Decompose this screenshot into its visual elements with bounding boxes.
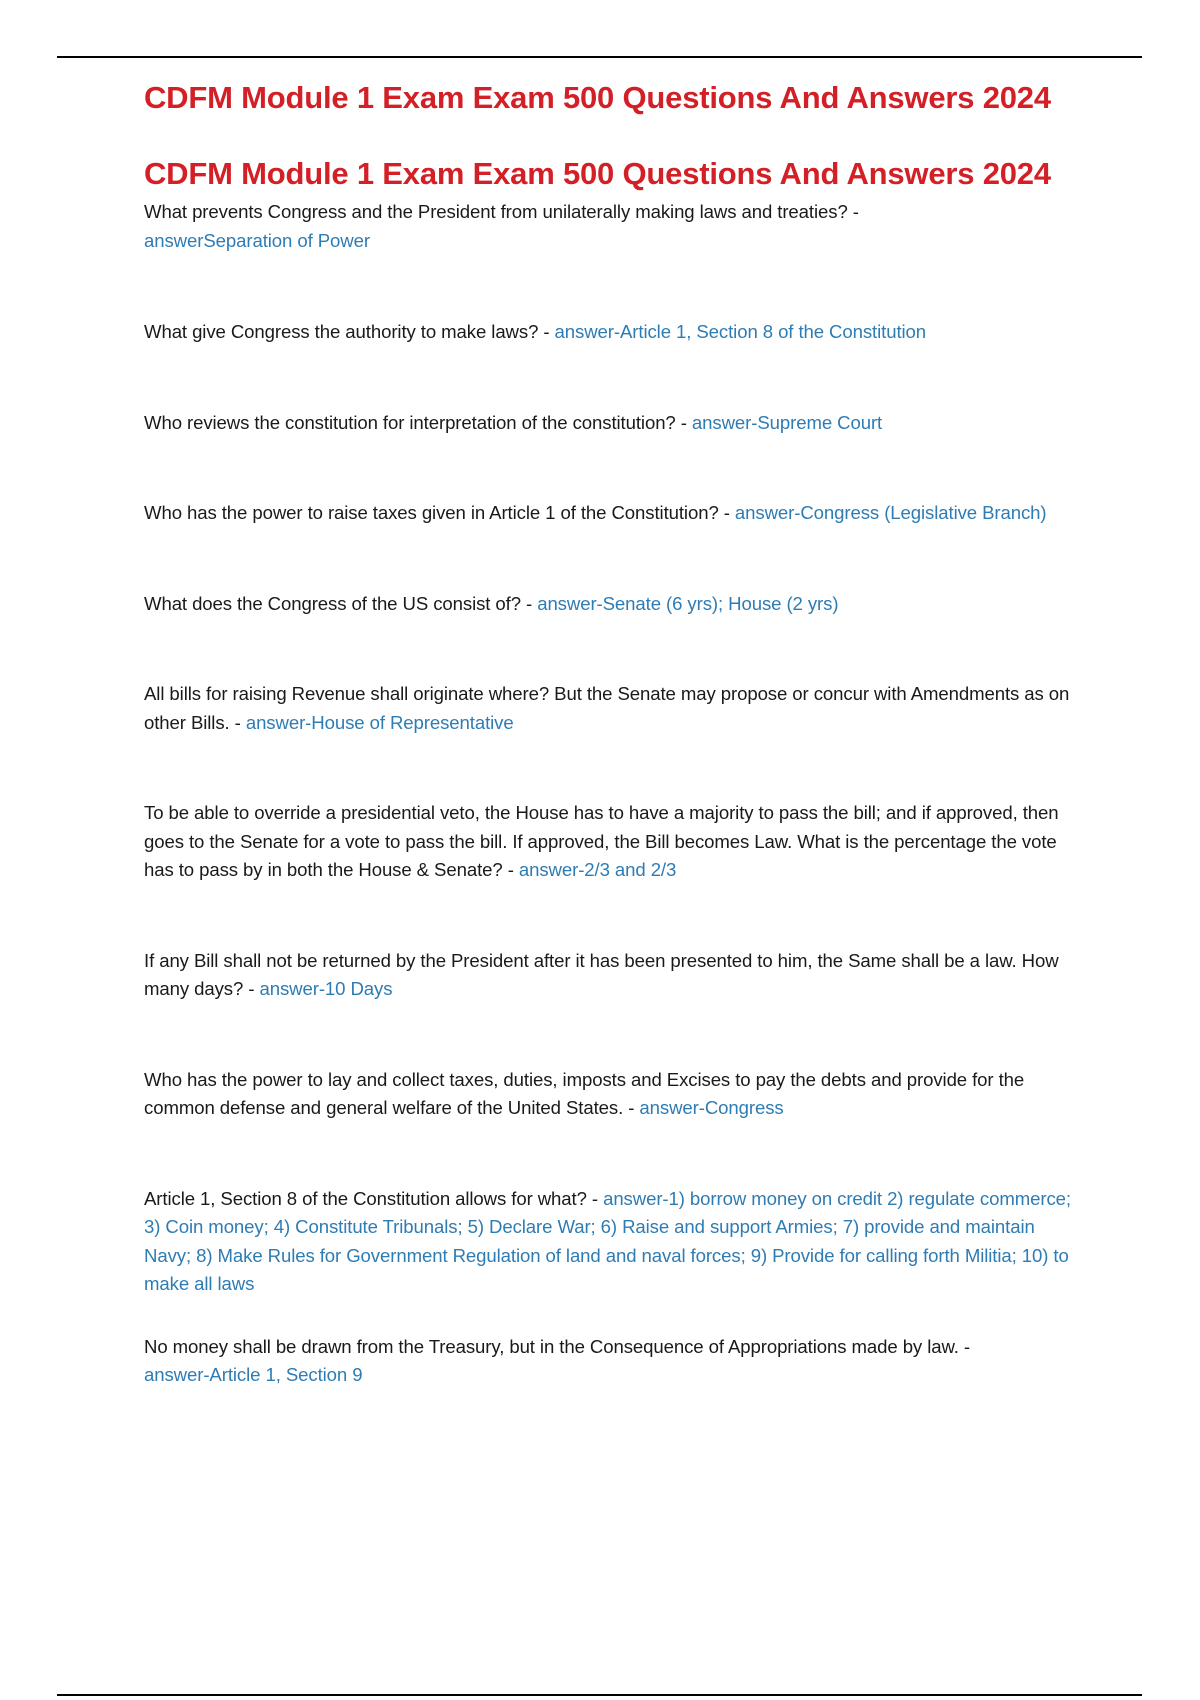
qa-item bbox=[144, 409, 1086, 438]
question-text: What give Congress the authority to make laws? - bbox=[144, 321, 555, 342]
qa-item bbox=[144, 590, 1086, 619]
question-text: If any Bill shall not be returned by the President after it has been presented to him, the Same shall be a law. How many days? - bbox=[144, 949, 1059, 999]
answer-text: answer-House of Representative bbox=[245, 711, 514, 733]
question-text: Article 1, Section 8 of the Constitution allows for what? - bbox=[144, 1187, 604, 1209]
qa-item bbox=[144, 198, 1086, 255]
answer-text: answer-Article 1, Section 9 bbox=[144, 1364, 363, 1385]
answer-text: answerSeparation of Power bbox=[144, 229, 370, 251]
question-text: Who has the power to lay and collect taxes, duties, imposts and Excises to pay the debts and provide for the common defense and general welfare of the United States. - bbox=[144, 1068, 1025, 1118]
question-text: Who reviews the constitution for interpretation of the constitution? - bbox=[144, 411, 692, 433]
question-text: Who has the power to raise taxes given in Article 1 of the Constitution? - bbox=[144, 502, 735, 523]
answer-text: answer-Supreme Court bbox=[691, 411, 883, 433]
qa-item bbox=[144, 318, 1086, 347]
qa-item bbox=[144, 680, 1086, 737]
answer-text: answer-Congress (Legislative Branch) bbox=[734, 502, 1047, 523]
question-text: To be able to override a presidential veto, the House has to have a majority to pass the bill; and if approved, then goes to the Senate for a vote to pass the bill. If approved, the Bill becomes Law. What is the percentage the vote has to pass by in both the House & Senate? - bbox=[144, 802, 1059, 880]
qa-item bbox=[144, 947, 1086, 1004]
qa-item bbox=[144, 1333, 1086, 1390]
answer-text: answer-10 Days bbox=[259, 978, 393, 999]
question-text: What prevents Congress and the President from unilaterally making laws and treaties? - bbox=[144, 201, 859, 222]
question-text: All bills for raising Revenue shall originate where? But the Senate may propose or concur with Amendments as on other Bills. - bbox=[144, 683, 1070, 733]
answer-text: answer-Congress bbox=[639, 1097, 784, 1118]
answer-text: answer-2/3 and 2/3 bbox=[518, 859, 677, 880]
answer-text: answer-1) borrow money on credit 2) regulate commerce; 3) Coin money; 4) Constitute Tribunals; 5) Declare War; 6) Raise and support Armies; 7) provide and maintain Navy; 8) Make Rules for Government Regulation of land and naval forces; 9) Provide for calling forth Militia; 10) to make all laws bbox=[144, 1187, 1071, 1294]
qa-item bbox=[144, 799, 1086, 885]
document-title: CDFM Module 1 Exam Exam 500 Questions And Answers 2024 bbox=[144, 80, 1051, 115]
qa-item bbox=[144, 1185, 1086, 1299]
question-text: What does the Congress of the US consist of? - bbox=[144, 592, 538, 614]
document-subtitle: CDFM Module 1 Exam Exam 500 Questions And Answers 2024 bbox=[144, 156, 1051, 191]
qa-item bbox=[144, 499, 1086, 528]
answer-text: answer-Senate (6 yrs); House (2 yrs) bbox=[537, 592, 839, 614]
document-body bbox=[144, 74, 1086, 1390]
top-rule bbox=[57, 56, 1142, 58]
question-text: No money shall be drawn from the Treasury, but in the Consequence of Appropriations made by law. - bbox=[144, 1335, 970, 1357]
bottom-rule bbox=[57, 1694, 1142, 1696]
answer-text: answer-Article 1, Section 8 of the Constitution bbox=[554, 321, 927, 342]
qa-item bbox=[144, 1066, 1086, 1123]
